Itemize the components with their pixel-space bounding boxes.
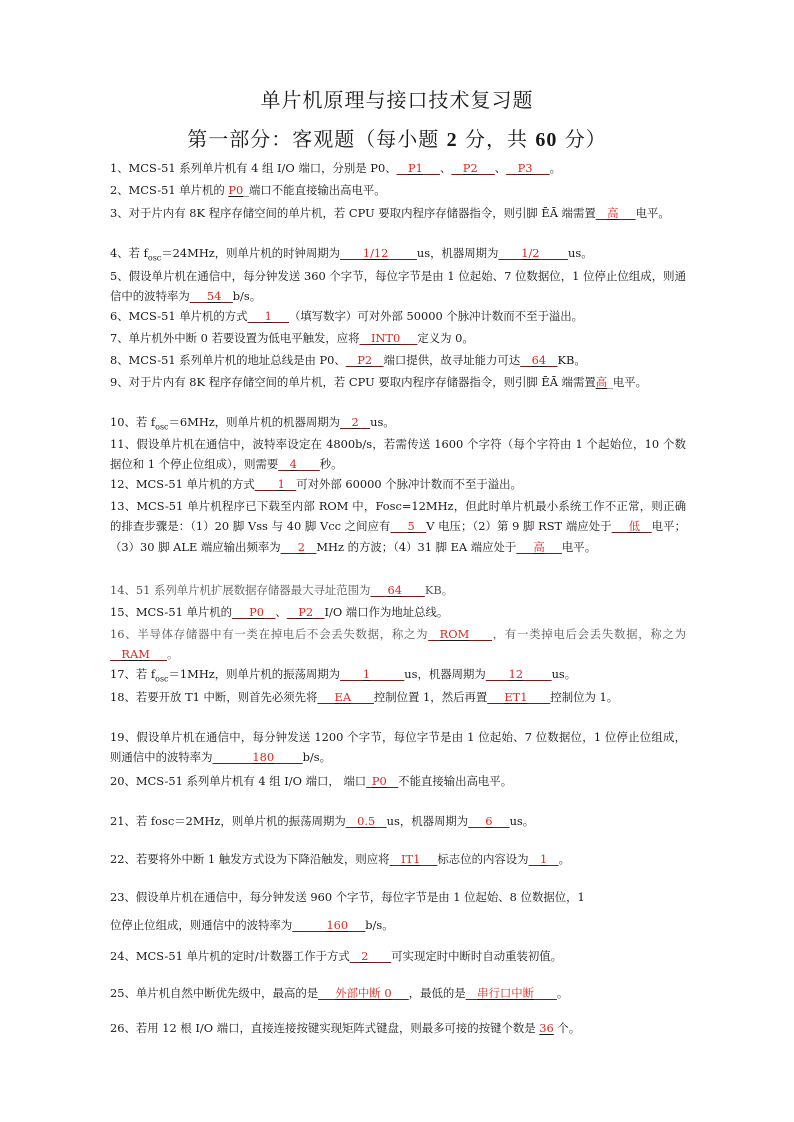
answer-blank: ____1__ [254, 477, 297, 491]
question-11 [110, 434, 686, 475]
question-10 [110, 412, 686, 432]
answer-blank: ___54__ [189, 289, 233, 304]
question-text: 12、MCS-51 单片机的方式 [110, 477, 255, 491]
question-text: V 电压；（2）第 9 脚 RST 端应处于 [426, 519, 612, 534]
section-heading-prefix: 第一部分：客观题（每小题 [187, 127, 440, 151]
question-text: _电平。 [607, 375, 648, 389]
answer-blank: __P3___ [506, 161, 550, 175]
question-text: 20、MCS-51 系列单片机有 4 组 I/O 端口， 端口 [110, 774, 367, 788]
question-text: 4、若 f [110, 246, 148, 260]
question-18 [110, 687, 686, 707]
question-text: 21、若 fosc＝2MHz，则单片机的振荡周期为 [110, 814, 346, 828]
question-21 [110, 811, 686, 831]
answer-blank: ____1/2_____ [498, 246, 569, 260]
question-text: 3、对于片内有 8K 程序存储空间的单片机，若 CPU 要取内程序存储器指令，则引脚 ĒĀ 端需置 [110, 206, 596, 220]
question-text: ＝24MHz，则单片机的时钟周期为 [161, 246, 341, 260]
question-text: 10、若 f [110, 415, 156, 429]
answer-blank: __RAM___ [110, 647, 167, 662]
question-text: KB。 [424, 583, 454, 597]
question-20 [110, 771, 686, 791]
question-19 [110, 727, 686, 768]
question-text: 16、半导体存储器中有一类在掉电后不会丢失数据，称之为 [110, 627, 429, 641]
answer-blank: __P2___ [451, 161, 495, 175]
section-heading-suffix: 分） [564, 127, 607, 151]
question-text: _端口不能直接输出高电平。 [243, 183, 386, 197]
question-text: us，机器周期为 [404, 667, 486, 681]
answer-blank: _P0__ [366, 774, 399, 788]
question-text: 15、MCS-51 单片机的 [110, 605, 233, 619]
answer-blank: ___低__ [611, 519, 652, 534]
answer-blank: __64__ [520, 353, 558, 367]
question-text: 电平；（3）30 脚 ALE 端应输出频率为 [110, 519, 686, 554]
question-text: 23、假设单片机在通信中，每分钟发送 960 个字节，每位字节是由 1 位起始、8 位数据位，1 [110, 890, 585, 904]
question-17 [110, 664, 686, 684]
question-text: us。 [509, 814, 535, 828]
question-text: 、 [494, 161, 507, 175]
answer-blank: ___6___ [468, 814, 510, 828]
question-text: 26、若用 12 根 I/O 端口，直接连接按键实现矩阵式键盘，则最多可接的按键个数是 [110, 1021, 540, 1035]
answer-blank: ___2__ [280, 539, 317, 554]
question-text: b/s。 [232, 289, 262, 304]
question-text: 定义为 0。 [417, 331, 474, 345]
question-text: 8、MCS-51 系列单片机的地址总线是由 P0、 [110, 353, 346, 367]
subscript: osc [147, 253, 162, 263]
question-text: 22、若要将外中断 1 触发方式设为下降沿触发，则应将 [110, 852, 390, 866]
question-text: 、 [275, 605, 287, 619]
question-text: 1、MCS-51 系列单片机有 4 组 I/O 端口，分别是 P0、 [110, 161, 397, 175]
question-text: 25、单片机自然中断优先级中，最高的是 [110, 986, 319, 1000]
question-text: 可对外部 60000 个脉冲计数而不至于溢出。 [296, 477, 522, 491]
answer-blank: __4____ [278, 457, 320, 472]
question-12 [110, 474, 686, 494]
question-text: 19、假设单片机在通信中，每分钟发送 1200 个字节，每位字节是由 1 位起始、7 位数据位，1 位停止位组成，则通信中的波特率为 [110, 730, 686, 765]
question-1 [110, 158, 686, 178]
question-text: us。 [370, 415, 395, 429]
question-23 [110, 887, 686, 907]
question-text: 18、若要开放 T1 中断，则首先必须先将 [110, 690, 318, 704]
answer-blank: ___5__ [390, 519, 427, 534]
question-text: 电平。 [635, 206, 670, 220]
answer-blank: __INT0___ [359, 331, 418, 345]
answer-blank: __P2__ [286, 605, 325, 619]
answer-blank: __0.5__ [345, 814, 387, 828]
question-8 [110, 350, 686, 370]
question-text: （填写数字）可对外部 50000 个脉冲计数而不至于溢出。 [288, 309, 584, 323]
question-text: 13、MCS-51 单片机程序已下载至内部 ROM 中，Fosc=12MHz，但此时单片机最小系统工作不正常，则正确的排查步骤是：（1）20 脚 Vss 与 40 脚 Vcc 之间应有 [110, 499, 686, 534]
answer-blank: __串行口中断____ [465, 986, 557, 1000]
question-text: 。 [166, 647, 179, 662]
question-text: 可实现定时中断时自动重装初值。 [391, 949, 563, 963]
answer-blank: ____1/12_____ [340, 246, 417, 260]
question-text: 不能直接输出高电平。 [398, 774, 513, 788]
question-text: 位停止位组成，则通信中的波特率为 [110, 918, 293, 932]
answer-blank: __P2__ [345, 353, 384, 367]
question-text: ，最低的是 [408, 986, 466, 1000]
question-4 [110, 243, 686, 263]
question-26 [110, 983, 686, 1003]
question-text: 17、若 f [110, 667, 156, 681]
question-22 [110, 849, 686, 869]
question-13 [110, 496, 686, 557]
section-heading-mid: 分，共 [465, 127, 528, 151]
answer-blank: ___EA____ [317, 690, 374, 704]
question-text: 电平。 [561, 539, 597, 554]
question-text: KB。 [557, 353, 586, 367]
question-5 [110, 266, 686, 307]
page-title: 单片机原理与接口技术复习题 [260, 88, 534, 112]
question-text: 秒。 [319, 457, 343, 472]
question-text: 2、MCS-51 单片机的 [110, 183, 229, 197]
answer-blank: ___ET1____ [487, 690, 551, 704]
question-text: 、 [440, 161, 452, 175]
answer-blank: 36 [539, 1021, 554, 1035]
answer-blank: 高 [595, 375, 608, 389]
question-text: 11、假设单片机在通信中，波特率设定在 4800b/s，若需传送 1600 个字符（每个字符由 1 个起始位，10 个数据位和 1 个停止位组成），则需要 [110, 437, 686, 472]
question-text: 个。 [553, 1021, 581, 1035]
answer-blank: __高___ [595, 206, 636, 220]
question-text: ，有一类掉电后会丢失数据，称之为 [492, 627, 686, 641]
answer-blank: ___外部中断 0___ [318, 986, 409, 1000]
question-text: 7、单片机外中断 0 若要设置为低电平触发，应将 [110, 331, 360, 345]
question-25 [110, 946, 686, 966]
question-text: 。 [558, 852, 570, 866]
answer-blank: ____1______ [340, 667, 405, 681]
answer-blank: ______160___ [292, 918, 366, 932]
question-text: 9、对于片内有 8K 程序存储空间的单片机，若 CPU 要取内程序存储器指令，则引脚 ĒĀ 端需置 [110, 375, 596, 389]
answer-blank: __2__ [340, 415, 371, 429]
section-heading-points-total: 60 [535, 129, 558, 151]
question-text: us。 [568, 246, 593, 260]
question-text: 14、51 系列单片机扩展数据存储器最大寻址范围为 [110, 583, 371, 597]
section-heading [0, 123, 794, 152]
answer-blank: P0 [228, 183, 244, 197]
question-text: 。 [556, 986, 569, 1000]
subscript: osc [155, 674, 169, 684]
subscript: osc [155, 422, 169, 432]
question-text: us，机器周期为 [386, 814, 469, 828]
question-27 [110, 1018, 686, 1038]
question-text: I/O 端口作为地址总线。 [324, 605, 449, 619]
section-heading-points-each: 2 [446, 129, 458, 151]
question-7 [110, 328, 686, 348]
question-text: ＝6MHz，则单片机的机器周期为 [168, 415, 341, 429]
question-text: 控制位为 1。 [550, 690, 619, 704]
question-9 [110, 372, 686, 392]
question-text: ＝1MHz，则单片机的振荡周期为 [168, 667, 341, 681]
question-16 [110, 624, 686, 665]
question-text: 24、MCS-51 单片机的定时/计数器工作于方式 [110, 949, 350, 963]
question-24 [110, 915, 686, 935]
question-14 [110, 580, 686, 600]
question-text: 端口提供，故寻址能力可达 [383, 353, 521, 367]
answer-blank: ___P0__ [232, 605, 276, 619]
question-text: us，机器周期为 [416, 246, 499, 260]
question-text: MHz 的方波；（4）31 脚 EA 端应处于 [316, 539, 517, 554]
answer-blank: ___1___ [247, 309, 289, 323]
question-text: 。 [549, 161, 561, 175]
question-2 [110, 180, 686, 200]
answer-blank: ___高___ [516, 539, 562, 554]
answer-blank: ___64____ [370, 583, 425, 597]
answer-blank: _______180_____ [212, 750, 303, 765]
answer-blank: __ROM____ [428, 627, 493, 641]
question-6 [110, 306, 686, 326]
question-text: b/s。 [365, 918, 394, 932]
answer-blank: __1__ [528, 852, 559, 866]
question-text: 5、假设单片机在通信中，每分钟发送 360 个字节，每位字节是由 1 位起始、7 位数据位，1 位停止位组成，则通信中的波特率为 [110, 269, 686, 304]
question-text: b/s。 [302, 750, 331, 765]
answer-blank: ____12_____ [485, 667, 552, 681]
question-15 [110, 602, 686, 622]
answer-blank: __2____ [349, 949, 392, 963]
question-text: 控制位置 1，然后再置 [373, 690, 488, 704]
question-text: 标志位的内容设为 [437, 852, 529, 866]
question-text: us。 [551, 667, 577, 681]
question-text: 6、MCS-51 单片机的方式 [110, 309, 248, 323]
question-3 [110, 203, 686, 223]
answer-blank: __P1___ [396, 161, 440, 175]
answer-blank: __IT1___ [389, 852, 438, 866]
